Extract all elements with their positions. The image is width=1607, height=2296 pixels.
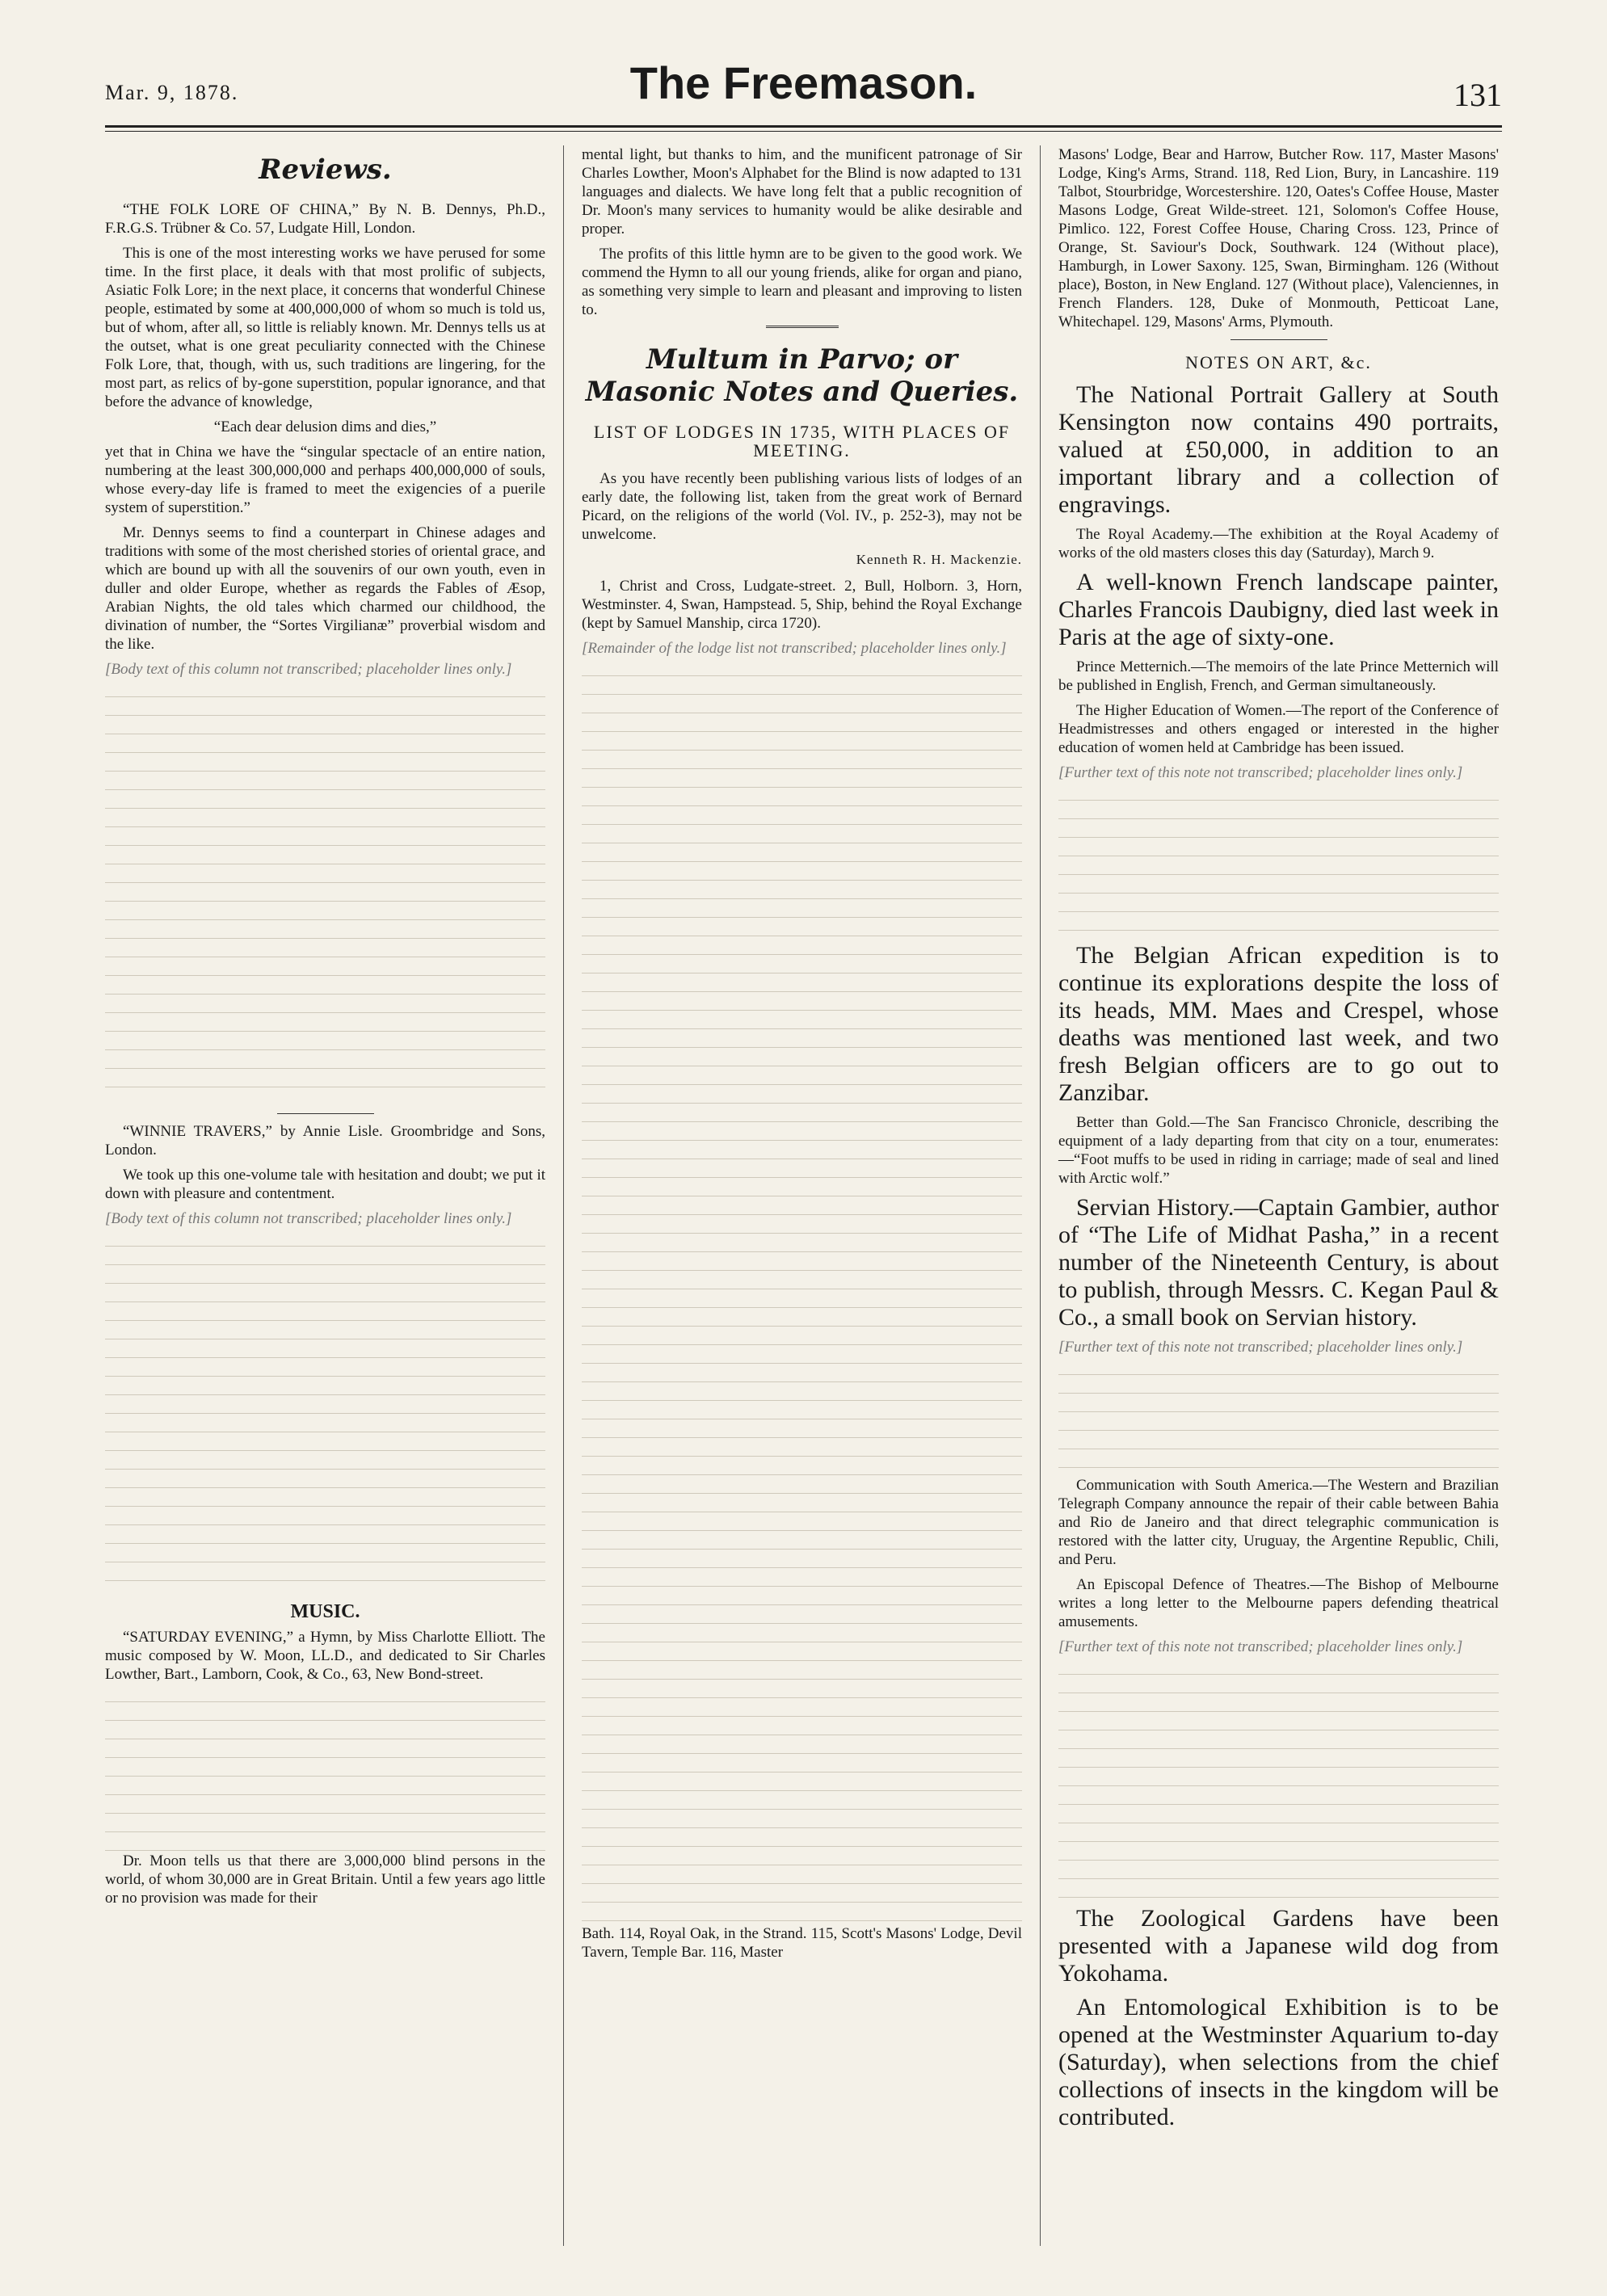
- lodges-list: 1, Christ and Cross, Ludgate-street. 2, Bull, Holborn. 3, Horn, Westminster. 4, Swan, Hampstead. 5, Ship, behind the Royal Exchange (kept by Samuel Manship, circa 1720).: [582, 578, 1022, 632]
- elided-text-note: [Body text of this column not transcribed; placeholder lines only.]: [105, 1210, 512, 1227]
- art-note: Servian History.—Captain Gambier, author of “The Life of Midhat Pasha,” in a recent number of the Nineteenth Century, is about to publish, through Messrs. C. Kegan Paul & Co., a small book on Servian history.: [1058, 1194, 1499, 1331]
- elided-text-note: [Further text of this note not transcribed; placeholder lines only.]: [1058, 1339, 1463, 1356]
- art-note: A well-known French landscape painter, Charles Francois Daubigny, died last week in Paris at the age of sixty-one.: [1058, 569, 1499, 650]
- masthead-rule-thin: [105, 131, 1502, 132]
- elided-text-note: [Further text of this note not transcribed; placeholder lines only.]: [1058, 764, 1463, 781]
- filler-lines: [105, 1234, 545, 1590]
- music-continuation: The profits of this little hymn are to be given to the good work. We commend the Hymn to all our young friends, alike for organ and piano, as something very simple to learn and pleasant and improving to listen to.: [582, 246, 1022, 318]
- lodges-list-continuation: Masons' Lodge, Bear and Harrow, Butcher Row. 117, Master Masons' Lodge, King's Arms, Strand. 118, Red Lion, Bury, in Lancashire. 119 Talbot, Stourbridge, Worcestershire. 120, Oates's Coffee House, Master Masons Lodge, Great Wilde-street. 121, Solomon's Coffee House, Pimlico. 122, Forest Coffee House, Charing Cross. 123, Prince of Orange, St. Saviour's Dock, Southwark. 124 (Without place), Hamburgh, in Lower Saxony. 125, Swan, Birmingham. 126 (Without place), Boston, in New England. 127 (Without place), Valenciennes, in French Flanders. 128, Duke of Monmouth, Petticoat Lane, Whitechapel. 129, Masons' Arms, Plymouth.: [1058, 146, 1499, 330]
- art-note: Better than Gold.—The San Francisco Chronicle, describing the equipment of a lady departing from that city on a tour, enumerates:—“Foot muffs to be used in riding in carriage; made of seal and lined with Arctic wolf.”: [1058, 1114, 1499, 1187]
- filler-lines: [105, 1690, 545, 1852]
- column-3: [1058, 145, 1499, 2138]
- filler-lines: [1058, 1363, 1499, 1476]
- art-note: The Zoological Gardens have been presented with a Japanese wild dog from Yokohama.: [1058, 1905, 1499, 1987]
- reviews-heading: Reviews.: [259, 153, 392, 186]
- music-lead: “SATURDAY EVENING,” a Hymn, by Miss Charlotte Elliott. The music composed by W. Moon, LL.D., and dedicated to Sir Charles Lowther, Bart., Lamborn, Cook, & Co., 63, New Bond-street.: [105, 1629, 545, 1683]
- art-note: The National Portrait Gallery at South Kensington now contains 490 portraits, valued at £50,000, in addition to an important library and a collection of engravings.: [1058, 381, 1499, 518]
- multum-in-parvo-heading: Multum in Parvo; or Masonic Notes and Queries.: [585, 343, 1019, 408]
- lodges-subheading: LIST OF LODGES IN 1735, WITH PLACES OF MEETING.: [593, 422, 1011, 460]
- music-continuation: mental light, but thanks to him, and the munificent patronage of Sir Charles Lowther, Moon's Alphabet for the Blind is now adapted to 131 languages and dialects. We have long felt that a public recognition of Dr. Moon's many services to humanity would be alike desirable and proper.: [582, 146, 1022, 238]
- art-note: The Royal Academy.—The exhibition at the Royal Academy of works of the old masters closes this day (Saturday), March 9.: [1058, 526, 1499, 561]
- filler-lines: [582, 664, 1022, 1924]
- page-number: 131: [1453, 77, 1502, 113]
- music-heading: MUSIC.: [290, 1601, 360, 1622]
- art-note: Prince Metternich.—The memoirs of the late Prince Metternich will be published in English, French, and German simultaneously.: [1058, 658, 1499, 694]
- art-note: Communication with South America.—The Western and Brazilian Telegraph Company announce the repair of their cable between Bahia and Rio de Janeiro and that direct telegraphic communication is restored with the latter city, Uruguay, the Argentine Republic, Chili, and Peru.: [1058, 1477, 1499, 1568]
- newspaper-page: [105, 57, 1502, 2246]
- column-rule-2: [1040, 145, 1041, 2246]
- column-2: [582, 145, 1022, 1968]
- section-divider: [1230, 339, 1327, 340]
- section-divider: [277, 1113, 374, 1114]
- filler-lines: [105, 685, 545, 1105]
- section-divider: [766, 326, 839, 330]
- review-paragraph: This is one of the most interesting works we have perused for some time. In the first place, it deals with that most prolific of subjects, Asiatic Folk Lore; in the next place, it concerns that wonderful Chinese people, estimated by some at 400,000,000 of whom so much is told us, but of whom, after all, so little is reliably known. Mr. Dennys tells us at the outset, what is one great peculiarity connected with the Chinese Folk Lore, that, though, with us, such traditions are lingering, for the most part, as relics of by-gone superstition, popular ignorance, and that before the advance of knowledge,: [105, 245, 545, 410]
- elided-text-note: [Further text of this note not transcribed; placeholder lines only.]: [1058, 1638, 1463, 1655]
- masthead-rule: [105, 125, 1502, 128]
- column-1: [105, 145, 545, 1914]
- art-note: The Higher Education of Women.—The report of the Conference of Headmistresses and others engaged or interested in the higher education of women held at Cambridge has been issued.: [1058, 702, 1499, 756]
- notes-on-art-heading: NOTES ON ART, &c.: [1185, 352, 1372, 372]
- art-note: An Episcopal Defence of Theatres.—The Bishop of Melbourne writes a long letter to the Melbourne papers defending theatrical amusements.: [1058, 1576, 1499, 1630]
- review-paragraph: We took up this one-volume tale with hesitation and doubt; we put it down with pleasure and contentment.: [105, 1167, 545, 1202]
- signature: Kenneth R. H. Mackenzie.: [856, 552, 1022, 567]
- music-paragraph: Dr. Moon tells us that there are 3,000,000 blind persons in the world, of whom 30,000 are in Great Britain. Until a few years ago little or no provision was made for their: [105, 1852, 545, 1907]
- lodges-intro: As you have recently been publishing various lists of lodges of an early date, the following list, taken from the great work of Bernard Picard, on the religions of the world (Vol. IV., p. 252-3), may not be unwelcome.: [582, 470, 1022, 543]
- newspaper-title: The Freemason.: [629, 57, 978, 108]
- filler-lines: [1058, 788, 1499, 942]
- review-lead-winnie-travers: “WINNIE TRAVERS,” by Annie Lisle. Groombridge and Sons, London.: [105, 1123, 545, 1159]
- review-lead-folk-lore: “THE FOLK LORE OF CHINA,” By N. B. Dennys, Ph.D., F.R.G.S. Trübner & Co. 57, Ludgate Hill, London.: [105, 201, 545, 237]
- lodges-list-end: Bath. 114, Royal Oak, in the Strand. 115, Scott's Masons' Lodge, Devil Tavern, Temple Bar. 116, Master: [582, 1925, 1022, 1961]
- review-paragraph: yet that in China we have the “singular spectacle of an entire nation, numbering at the least 300,000,000 and perhaps 400,000,000 of souls, whose every-day life is framed to meet the exigencies of a puerile system of superstition.”: [105, 444, 545, 516]
- elided-text-note: [Body text of this column not transcribed; placeholder lines only.]: [105, 661, 512, 678]
- art-note: An Entomological Exhibition is to be opened at the Westminster Aquarium to-day (Saturday), when selections from the chief collections of insects in the kingdom will be contributed.: [1058, 1994, 1499, 2130]
- elided-text-note: [Remainder of the lodge list not transcribed; placeholder lines only.]: [582, 640, 1007, 657]
- filler-lines: [1058, 1663, 1499, 1905]
- review-paragraph: Mr. Dennys seems to find a counterpart in Chinese adages and traditions with some of the most cherished stories of oriental grace, and which are bound up with all the souvenirs of our own youth, even in duller and older Europe, whether as regards the Fables of Æsop, Arabian Nights, the old tales which charmed our childhood, the divination of number, the “Sortes Virgilianæ” proverbial wisdom and the like.: [105, 524, 545, 653]
- issue-date: Mar. 9, 1878.: [105, 81, 239, 104]
- masthead: [105, 57, 1502, 121]
- art-note: The Belgian African expedition is to continue its explorations despite the loss of its heads, MM. Maes and Crespel, whose deaths was mentioned last week, and two fresh Belgian officers are to go out to Zanzibar.: [1058, 942, 1499, 1106]
- column-rule-1: [563, 145, 564, 2246]
- review-quote: “Each dear delusion dims and dies,”: [213, 418, 437, 435]
